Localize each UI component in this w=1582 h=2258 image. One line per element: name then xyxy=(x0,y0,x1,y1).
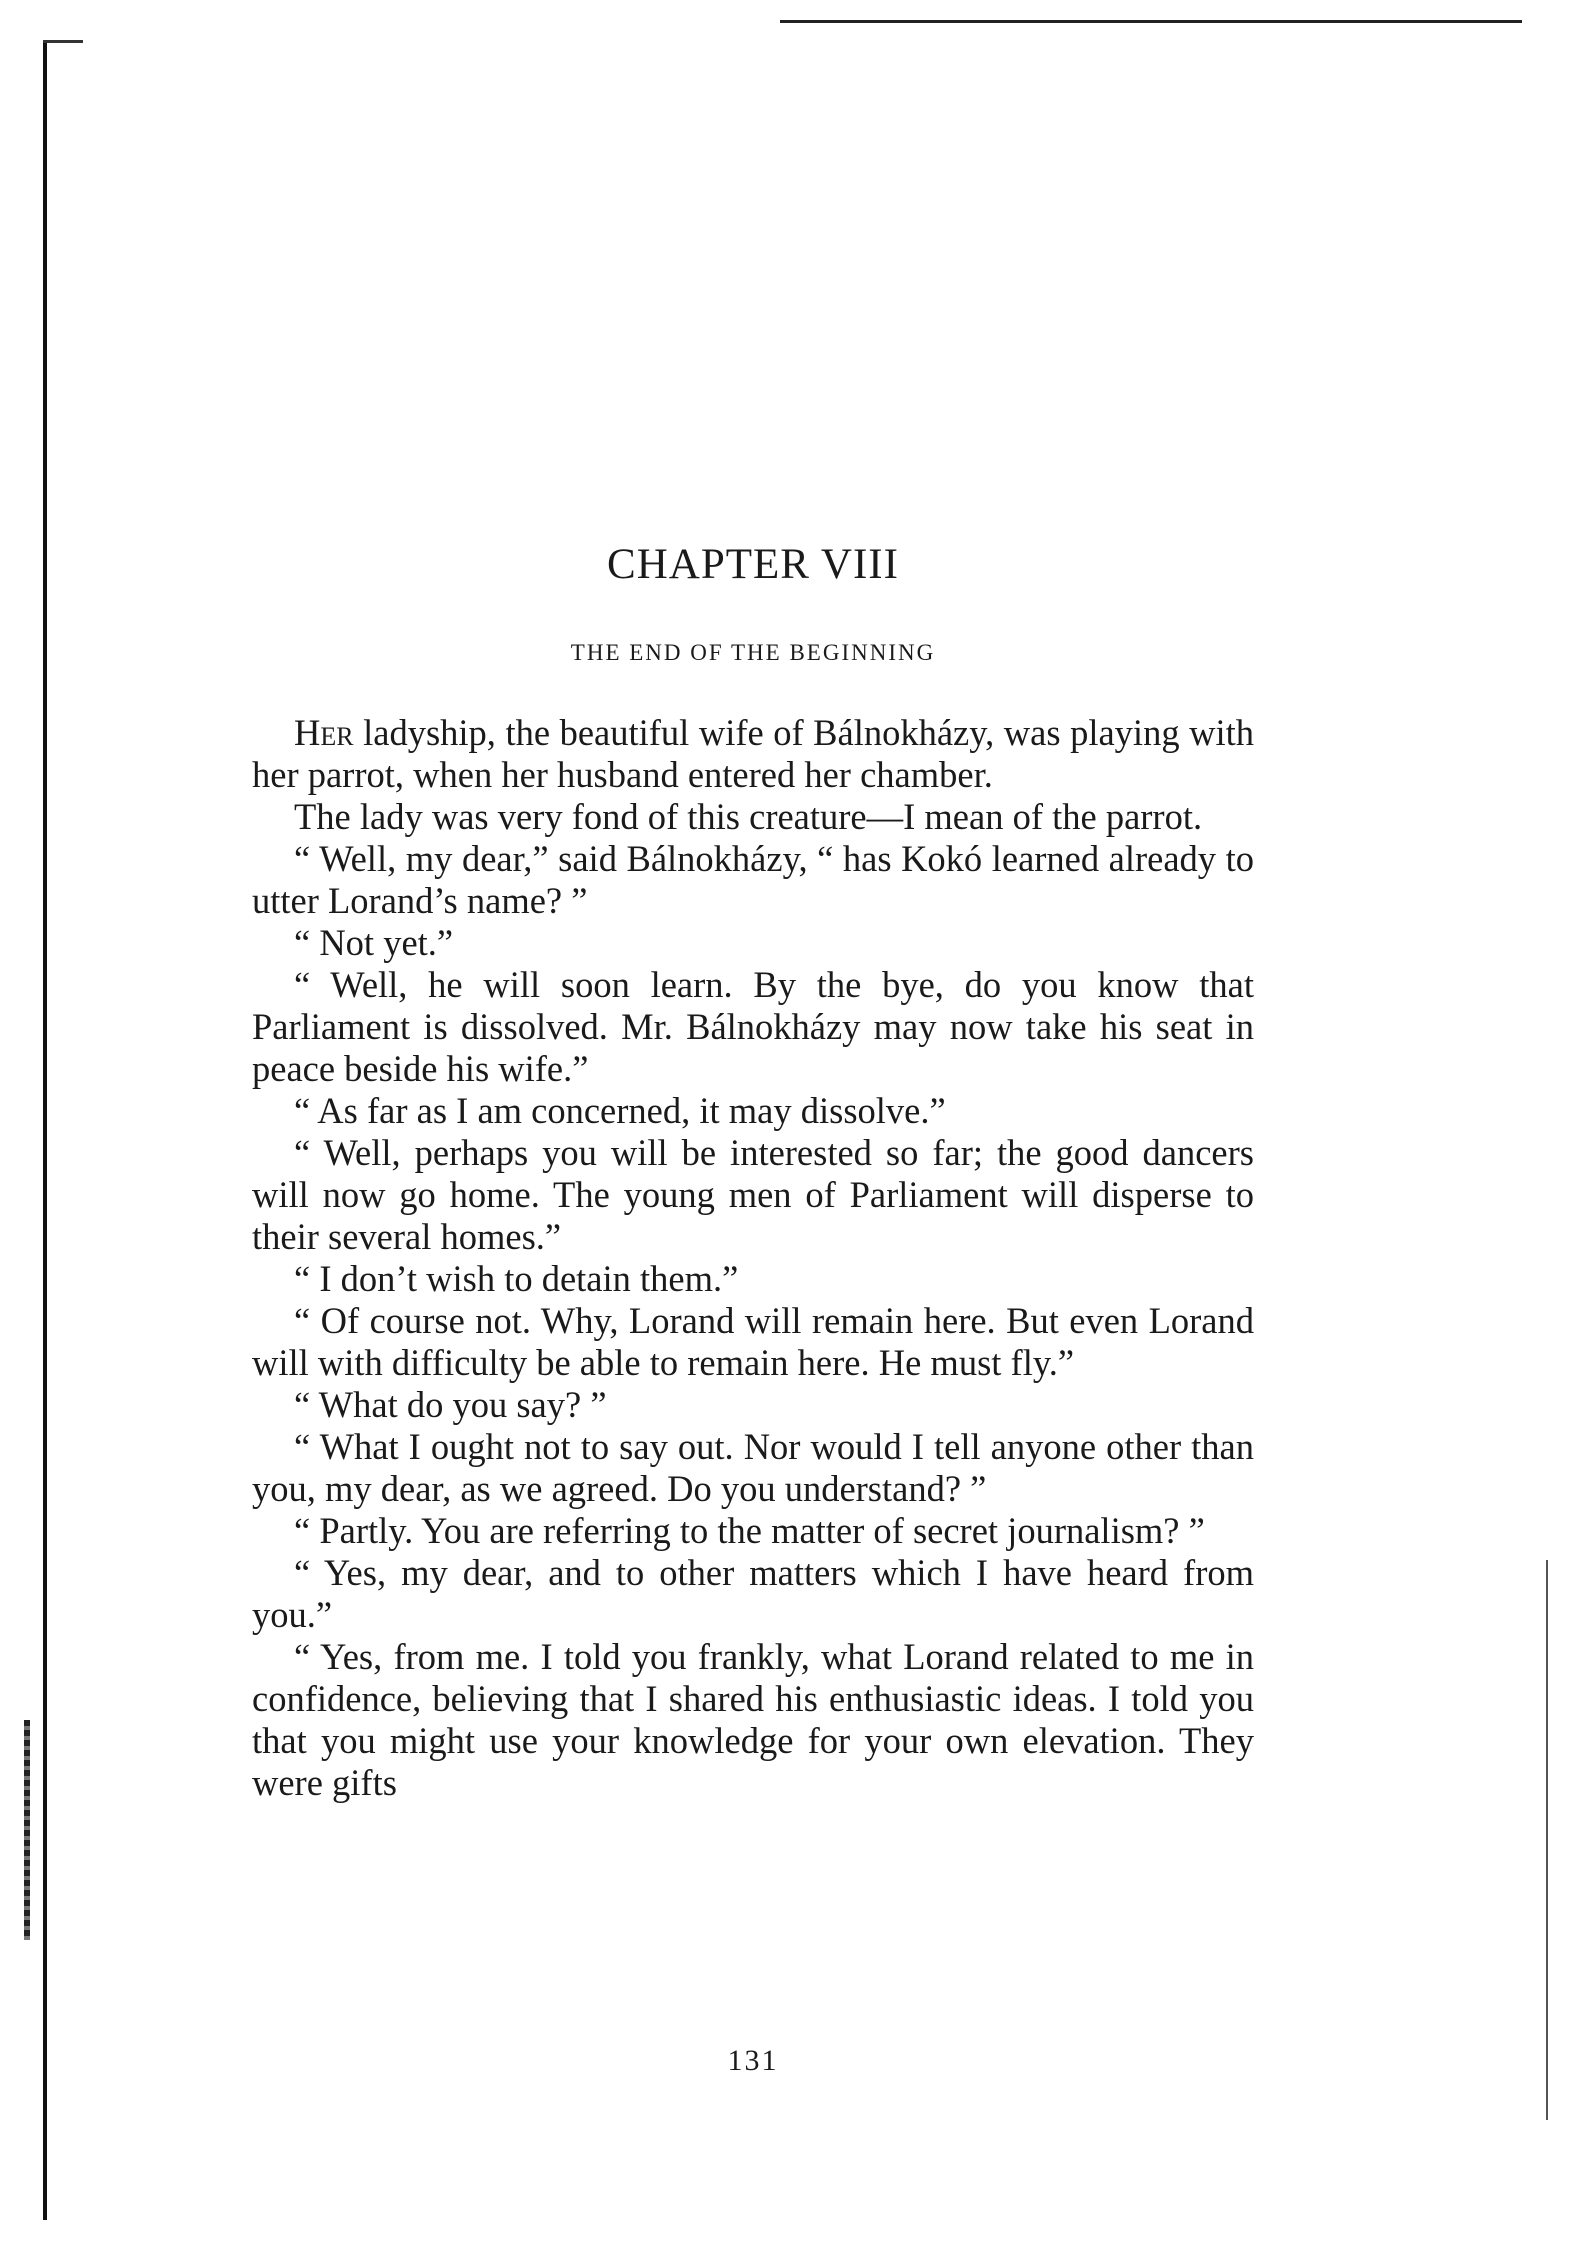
paragraph xyxy=(252,1132,1254,1258)
paragraph-text: “ Well, he will soon learn. By the bye, do you know that Parliament is dissolved. Mr. Bálnokházy may now take his seat in peace beside his wife.” xyxy=(252,964,1254,1089)
paragraph xyxy=(252,1552,1254,1636)
paragraph xyxy=(252,1300,1254,1384)
paragraph xyxy=(252,1510,1254,1552)
paragraph xyxy=(252,964,1254,1090)
paragraph-text: “ I don’t wish to detain them.” xyxy=(294,1258,739,1299)
paragraph xyxy=(252,1426,1254,1510)
paragraph-text: “ What do you say? ” xyxy=(294,1384,607,1425)
paragraph xyxy=(252,1636,1254,1804)
paragraph xyxy=(252,796,1254,838)
right-page-edge xyxy=(1546,1560,1548,2120)
opening-word: Her xyxy=(294,712,354,753)
paragraph-text: “ What I ought not to say out. Nor would I tell anyone other than you, my dear, as we agreed. Do you understand? ” xyxy=(252,1426,1254,1509)
paragraph-text: The lady was very fond of this creature—I mean of the parrot. xyxy=(294,796,1203,837)
paragraph-text: “ Well, perhaps you will be interested so far; the good dancers will now go home. The young men of Parliament will disperse to their several homes.” xyxy=(252,1132,1254,1257)
left-edge-corner xyxy=(43,40,83,43)
paragraph-text: ladyship, the beautiful wife of Bálnokházy, was playing with her parrot, when her husband entered her chamber. xyxy=(252,712,1254,795)
binding-mark xyxy=(24,1720,30,1940)
left-page-edge xyxy=(43,40,47,2220)
paragraph-text: “ Not yet.” xyxy=(294,922,454,963)
paragraph xyxy=(252,922,1254,964)
paragraph-text: “ As far as I am concerned, it may dissolve.” xyxy=(294,1090,946,1131)
paragraph xyxy=(252,1258,1254,1300)
chapter-heading: CHAPTER VIII xyxy=(607,541,899,588)
chapter-body xyxy=(252,712,1254,1804)
paragraph-text: “ Partly. You are referring to the matter of secret journalism? ” xyxy=(294,1510,1205,1551)
paragraph xyxy=(252,1090,1254,1132)
paragraph xyxy=(252,712,1254,796)
top-scan-rule xyxy=(780,20,1522,23)
paragraph-text: “ Well, my dear,” said Bálnokházy, “ has Kokó learned already to utter Lorand’s name? ” xyxy=(252,838,1254,921)
paragraph-text: “ Of course not. Why, Lorand will remain here. But even Lorand will with difficulty be able to remain here. He must fly.” xyxy=(252,1300,1254,1383)
paragraph-text: “ Yes, from me. I told you frankly, what Lorand related to me in confidence, believing that I shared his enthusiastic ideas. I told you that you might use your knowledge for your own elevation. They were gifts xyxy=(252,1636,1254,1803)
paragraph xyxy=(252,838,1254,922)
paragraph-text: “ Yes, my dear, and to other matters which I have heard from you.” xyxy=(252,1552,1254,1635)
page-number: 131 xyxy=(727,2044,779,2077)
chapter-subtitle: THE END OF THE BEGINNING xyxy=(570,640,936,665)
paragraph xyxy=(252,1384,1254,1426)
